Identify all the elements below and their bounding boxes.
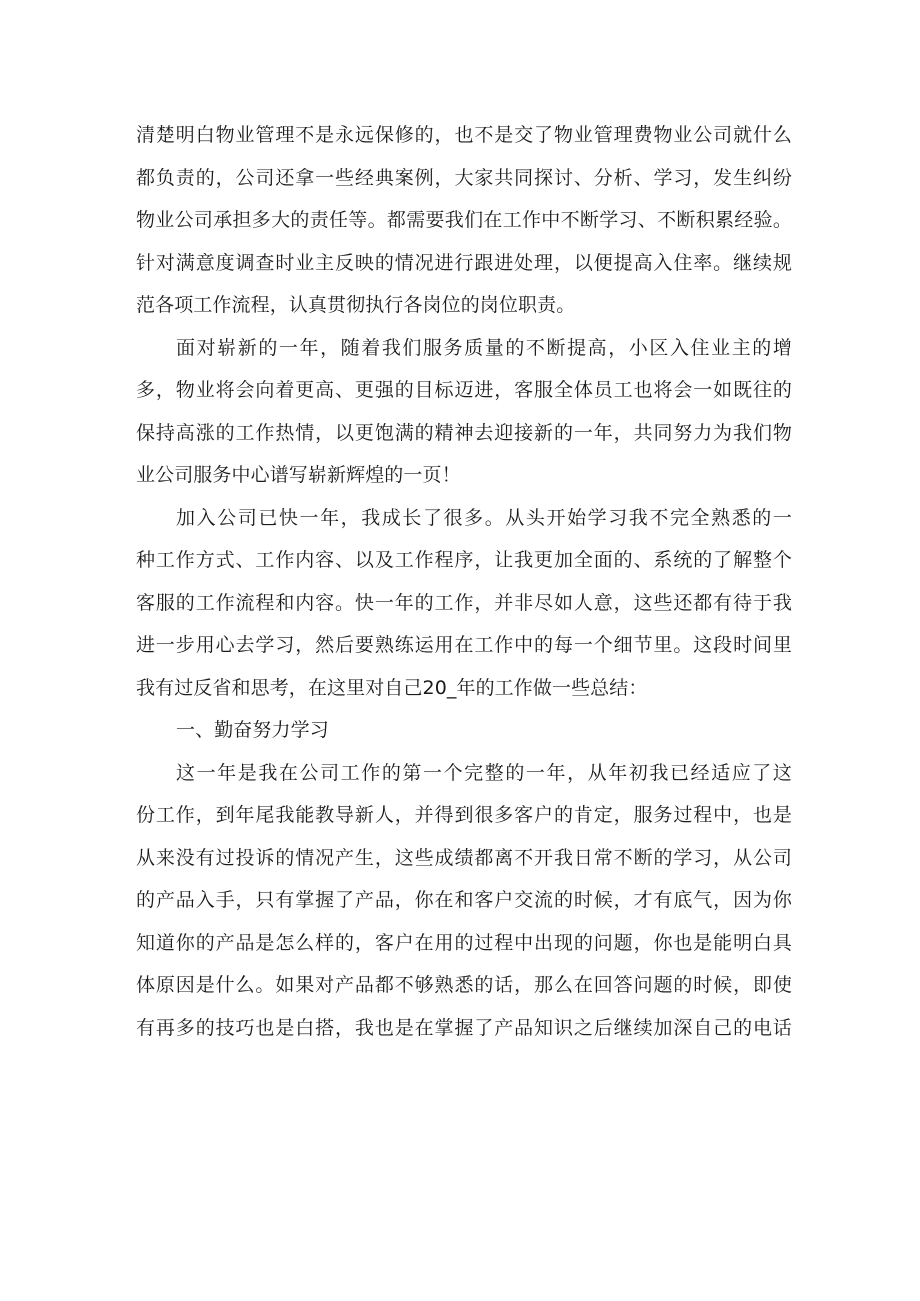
text-line: 业公司服务中心谱写崭新辉煌的一页！: [136, 464, 461, 486]
text-line: 多，物业将会向着更高、更强的目标迈进，客服全体员工也将会一如既往的: [136, 379, 792, 401]
text-line: 知道你的产品是怎么样的，客户在用的过程中出现的问题，你也是能明白具: [136, 931, 792, 954]
text-line: 保持高涨的工作热情，以更饱满的精神去迎接新的一年，共同努力为我们物: [136, 421, 792, 444]
text-line: 清楚明白物业管理不是永远保修的，也不是交了物业管理费物业公司就什么: [136, 124, 792, 146]
text-line: 种工作方式、工作内容、以及工作程序，让我更加全面的、系统的了解整个: [136, 549, 792, 571]
section-heading: 一、勤奋努力学习: [176, 719, 329, 741]
text-line: 有再多的技巧也是白搭，我也是在掌握了产品知识之后继续加深自己的电话: [136, 1016, 792, 1039]
text-line: 客服的工作流程和内容。快一年的工作，并非尽如人意，这些还都有待于我: [136, 591, 792, 614]
text-line: 从来没有过投诉的情况产生，这些成绩都离不开我日常不断的学习，从公司: [136, 846, 792, 869]
paragraph-first-line: 面对崭新的一年，随着我们服务质量的不断提高，小区入住业主的增: [176, 336, 792, 359]
text-line: 体原因是什么。如果对产品都不够熟悉的话，那么在回答问题的时候，即使: [136, 974, 792, 996]
paragraph-first-line: 加入公司已快一年，我成长了很多。从头开始学习我不完全熟悉的一: [176, 506, 792, 529]
text-line: 物业公司承担多大的责任等。都需要我们在工作中不断学习、不断积累经验。: [136, 209, 792, 231]
text-line: 都负责的，公司还拿一些经典案例，大家共同探讨、分析、学习，发生纠纷: [136, 166, 792, 189]
text-line: 进一步用心去学习，然后要熟练运用在工作中的每一个细节里。这段时间里: [136, 634, 792, 656]
text-line: 份工作，到年尾我能教导新人，并得到很多客户的肯定，服务过程中，也是: [136, 804, 792, 826]
text-line: 针对满意度调查时业主反映的情况进行跟进处理，以便提高入住率。继续规: [136, 251, 792, 274]
text-line: 的产品入手，只有掌握了产品，你在和客户交流的时候，才有底气，因为你: [136, 889, 792, 911]
document-body: [136, 114, 792, 1049]
paragraph-first-line: 这一年是我在公司工作的第一个完整的一年，从年初我已经适应了这: [176, 761, 792, 784]
text-line: 我有过反省和思考，在这里对自己20_年的工作做一些总结：: [136, 676, 648, 699]
text-line: 范各项工作流程，认真贯彻执行各岗位的岗位职责。: [136, 294, 576, 316]
